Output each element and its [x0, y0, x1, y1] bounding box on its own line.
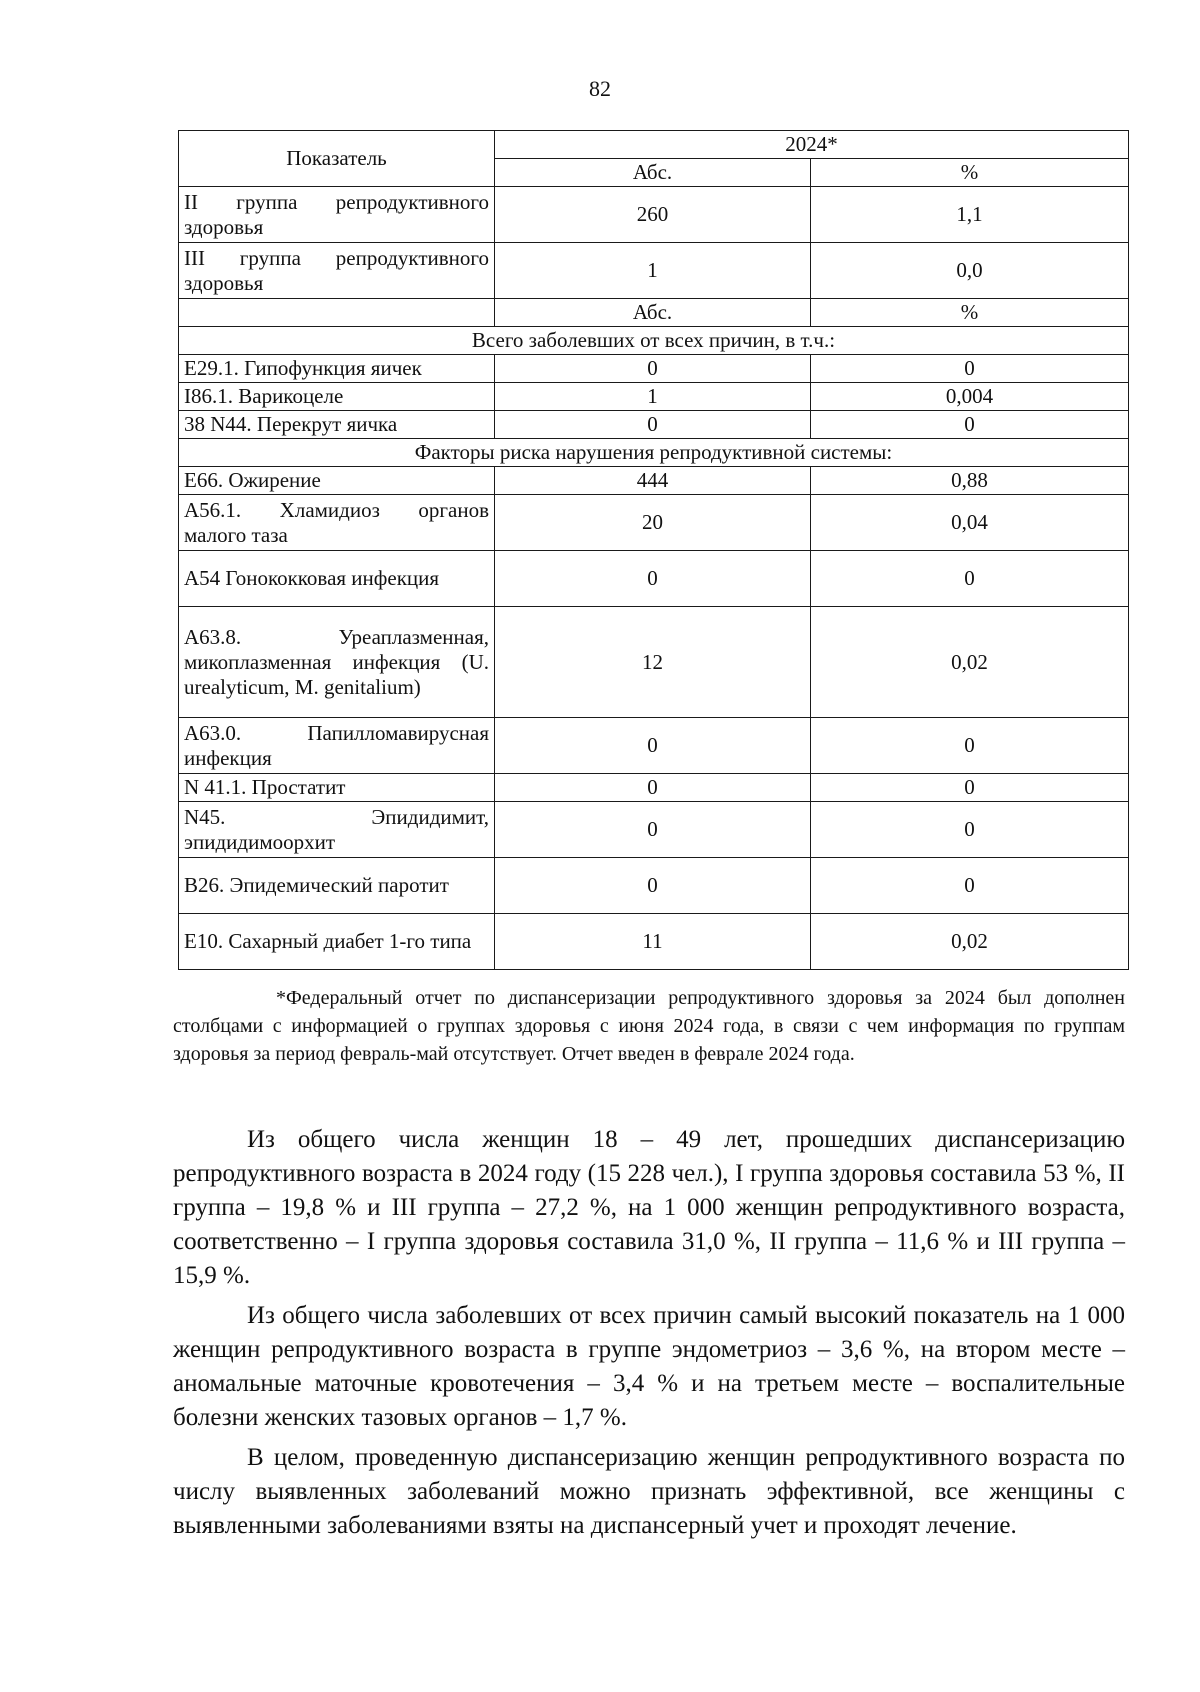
row-name: I86.1. Варикоцеле — [179, 383, 495, 411]
table-row — [179, 718, 1129, 774]
row-name: А54 Гонококковая инфекция — [179, 551, 495, 607]
header-abs: Абс. — [495, 159, 811, 187]
report-table — [178, 130, 1129, 970]
row-abs: 0 — [495, 551, 811, 607]
table-row — [179, 858, 1129, 914]
row-abs: 0 — [495, 858, 811, 914]
row-abs: 1 — [495, 243, 811, 299]
header-pct: % — [811, 159, 1129, 187]
section-title: Всего заболевших от всех причин, в т.ч.: — [179, 327, 1129, 355]
empty-cell — [179, 299, 495, 327]
subheader-pct: % — [811, 299, 1129, 327]
body-text — [173, 1123, 1125, 1549]
subheader-abs: Абс. — [495, 299, 811, 327]
row-abs: 0 — [495, 802, 811, 858]
row-pct: 0 — [811, 718, 1129, 774]
row-name: А56.1. Хламидиоз органов малого таза — [179, 495, 495, 551]
table-row — [179, 187, 1129, 243]
table-row — [179, 495, 1129, 551]
row-name: N45. Эпидидимит, эпидидимоорхит — [179, 802, 495, 858]
row-pct: 0 — [811, 774, 1129, 802]
row-name: Е66. Ожирение — [179, 467, 495, 495]
section-title: Факторы риска нарушения репродуктивной системы: — [179, 439, 1129, 467]
row-abs: 444 — [495, 467, 811, 495]
paragraph: Из общего числа заболевших от всех причин самый высокий показатель на 1 000 женщин репродуктивного возраста в группе эндометриоз – 3,6 %, на втором месте – аномальные маточные кровотечения – 3,4 % и на третьем месте – воспалительные болезни женских тазовых органов – 1,7 %. — [173, 1302, 1125, 1431]
table-row — [179, 551, 1129, 607]
row-abs: 1 — [495, 383, 811, 411]
row-pct: 0,04 — [811, 495, 1129, 551]
row-pct: 0 — [811, 411, 1129, 439]
table-row — [179, 355, 1129, 383]
row-name: Е10. Сахарный диабет 1-го типа — [179, 914, 495, 970]
table-row — [179, 607, 1129, 718]
header-year: 2024* — [495, 131, 1129, 159]
row-abs: 0 — [495, 355, 811, 383]
page-number: 82 — [589, 76, 611, 101]
row-pct: 0,02 — [811, 914, 1129, 970]
row-pct: 0,02 — [811, 607, 1129, 718]
row-abs: 260 — [495, 187, 811, 243]
row-pct: 0 — [811, 551, 1129, 607]
row-pct: 1,1 — [811, 187, 1129, 243]
row-abs: 20 — [495, 495, 811, 551]
row-pct: 0,88 — [811, 467, 1129, 495]
row-name: Е29.1. Гипофункция яичек — [179, 355, 495, 383]
paragraph: Из общего числа женщин 18 – 49 лет, прошедших диспансеризацию репродуктивного возраста в 2024 году (15 228 чел.), I группа здоровья составила 53 %, II группа – 19,8 % и III группа – 27,2 %, на 1 000 женщин репродуктивного возраста, соответственно – I группа здоровья составила 31,0 %, II группа – 11,6 % и III группа – 15,9 %. — [173, 1126, 1125, 1289]
footnote: *Федеральный отчет по диспансеризации репродуктивного здоровья за 2024 был дополнен столбцами с информацией о группах здоровья с июня 2024 года, в связи с чем информация по группам здоровья за период февраль-май отсутствует. Отчет введен в феврале 2024 года. — [173, 987, 1125, 1065]
table-row — [179, 411, 1129, 439]
row-name: III группа репродуктивного здоровья — [179, 243, 495, 299]
table-row — [179, 802, 1129, 858]
row-pct: 0 — [811, 355, 1129, 383]
row-abs: 0 — [495, 718, 811, 774]
row-pct: 0 — [811, 858, 1129, 914]
row-abs: 0 — [495, 411, 811, 439]
row-pct: 0,004 — [811, 383, 1129, 411]
paragraph: В целом, проведенную диспансеризацию женщин репродуктивного возраста по числу выявленных заболеваний можно признать эффективной, все женщины с выявленными заболеваниями взяты на диспансерный учет и проходят лечение. — [173, 1444, 1125, 1539]
table-row — [179, 914, 1129, 970]
row-name: В26. Эпидемический паротит — [179, 858, 495, 914]
row-abs: 0 — [495, 774, 811, 802]
row-name: А63.8. Уреаплазменная, микоплазменная инфекция (U. urealyticum, M. genitalium) — [179, 607, 495, 718]
header-indicator: Показатель — [179, 131, 495, 187]
table-row — [179, 467, 1129, 495]
row-name: N 41.1. Простатит — [179, 774, 495, 802]
row-name: II группа репродуктивного здоровья — [179, 187, 495, 243]
table-row — [179, 243, 1129, 299]
row-pct: 0 — [811, 802, 1129, 858]
row-abs: 11 — [495, 914, 811, 970]
row-abs: 12 — [495, 607, 811, 718]
table-row — [179, 383, 1129, 411]
row-name: А63.0. Папилломавирусная инфекция — [179, 718, 495, 774]
row-pct: 0,0 — [811, 243, 1129, 299]
row-name: 38 N44. Перекрут яичка — [179, 411, 495, 439]
table-row — [179, 774, 1129, 802]
